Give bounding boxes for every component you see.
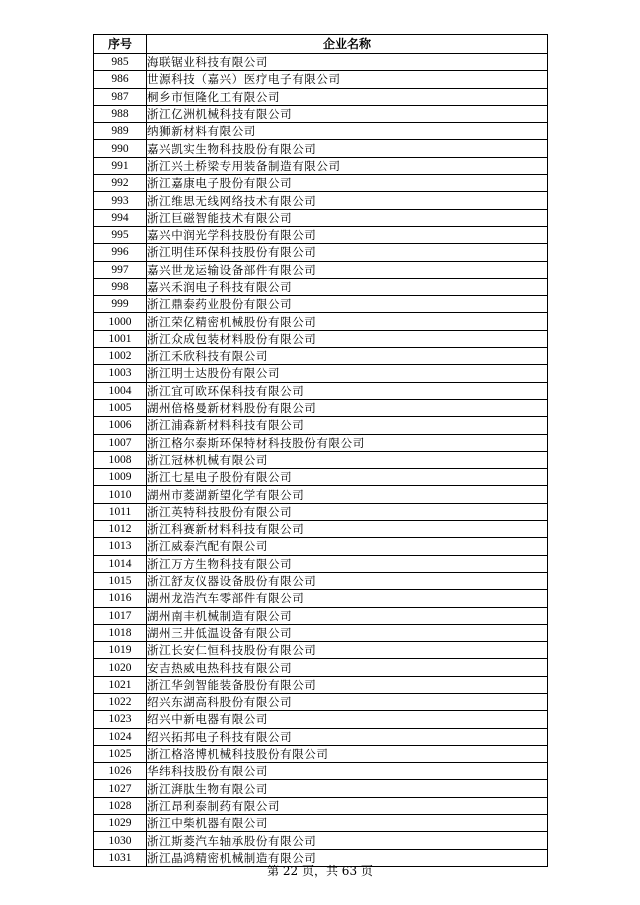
serial-number-cell: 986 — [94, 71, 147, 88]
table-row — [94, 348, 548, 365]
serial-number-cell: 1009 — [94, 469, 147, 486]
enterprise-name-cell: 华纬科技股份有限公司 — [147, 763, 548, 780]
serial-number-cell: 1008 — [94, 451, 147, 468]
serial-number-cell: 988 — [94, 105, 147, 122]
serial-number-cell: 987 — [94, 88, 147, 105]
enterprise-name-cell: 浙江格尔泰斯环保特材科技股份有限公司 — [147, 434, 548, 451]
enterprise-name-cell: 湖州南丰机械制造有限公司 — [147, 607, 548, 624]
enterprise-name-cell: 浙江亿洲机械科技有限公司 — [147, 105, 548, 122]
serial-number-cell: 1031 — [94, 849, 147, 866]
table-row — [94, 486, 548, 503]
table-row — [94, 382, 548, 399]
enterprise-name-cell: 浙江昂利泰制药有限公司 — [147, 797, 548, 814]
serial-number-cell: 1003 — [94, 365, 147, 382]
table-row — [94, 399, 548, 416]
table-row — [94, 659, 548, 676]
enterprise-name-cell: 浙江万方生物科技有限公司 — [147, 555, 548, 572]
table-row — [94, 711, 548, 728]
table-row — [94, 572, 548, 589]
serial-number-cell: 1020 — [94, 659, 147, 676]
serial-number-cell: 1026 — [94, 763, 147, 780]
enterprise-name-cell: 浙江舒友仪器设备股份有限公司 — [147, 572, 548, 589]
table-row — [94, 780, 548, 797]
serial-number-cell: 1014 — [94, 555, 147, 572]
enterprise-name-cell: 绍兴拓邦电子科技有限公司 — [147, 728, 548, 745]
table-row — [94, 226, 548, 243]
enterprise-name-cell: 浙江鼎泰药业股份有限公司 — [147, 296, 548, 313]
enterprise-name-cell: 嘉兴凯实生物科技股份有限公司 — [147, 140, 548, 157]
enterprise-name-cell: 浙江众成包装材料股份有限公司 — [147, 330, 548, 347]
serial-number-cell: 990 — [94, 140, 147, 157]
enterprise-name-cell: 浙江明佳环保科技股份有限公司 — [147, 244, 548, 261]
serial-number-cell: 1030 — [94, 832, 147, 849]
enterprise-name-cell: 绍兴中新电器有限公司 — [147, 711, 548, 728]
serial-number-cell: 1016 — [94, 590, 147, 607]
enterprise-name-cell: 湖州龙浩汽车零部件有限公司 — [147, 590, 548, 607]
enterprise-name-cell: 浙江威泰汽配有限公司 — [147, 538, 548, 555]
table-row — [94, 503, 548, 520]
table-header — [94, 35, 548, 54]
serial-number-cell: 994 — [94, 209, 147, 226]
table-row — [94, 157, 548, 174]
serial-number-cell: 989 — [94, 123, 147, 140]
serial-number-cell: 992 — [94, 175, 147, 192]
enterprise-name-cell: 浙江科赛新材料科技有限公司 — [147, 521, 548, 538]
enterprise-name-cell: 浙江宜可欧环保科技有限公司 — [147, 382, 548, 399]
enterprise-name-cell: 湖州市菱湖新望化学有限公司 — [147, 486, 548, 503]
table-row — [94, 313, 548, 330]
enterprise-name-cell: 浙江中柴机器有限公司 — [147, 815, 548, 832]
serial-number-cell: 1012 — [94, 521, 147, 538]
table-row — [94, 538, 548, 555]
serial-number-cell: 1017 — [94, 607, 147, 624]
page-footer: 第 22 页，共 63 页 — [267, 864, 373, 878]
table-row — [94, 642, 548, 659]
enterprise-name-cell: 浙江禾欣科技有限公司 — [147, 348, 548, 365]
enterprise-name-cell: 浙江明士达股份有限公司 — [147, 365, 548, 382]
enterprise-name-cell: 浙江荣亿精密机械股份有限公司 — [147, 313, 548, 330]
enterprise-name-cell: 嘉兴禾润电子科技有限公司 — [147, 278, 548, 295]
table-row — [94, 175, 548, 192]
serial-number-cell: 1023 — [94, 711, 147, 728]
enterprise-name-cell: 浙江冠林机械有限公司 — [147, 451, 548, 468]
serial-number-cell: 1018 — [94, 624, 147, 641]
serial-number-cell: 1013 — [94, 538, 147, 555]
serial-number-cell: 1015 — [94, 572, 147, 589]
table-row — [94, 469, 548, 486]
enterprise-name-cell: 浙江湃肽生物有限公司 — [147, 780, 548, 797]
enterprise-name-cell: 湖州倍格曼新材料股份有限公司 — [147, 399, 548, 416]
table-row — [94, 71, 548, 88]
serial-number-cell: 1021 — [94, 676, 147, 693]
enterprise-name-cell: 浙江晶鸿精密机械制造有限公司 — [147, 849, 548, 866]
enterprise-name-cell: 湖州三井低温设备有限公司 — [147, 624, 548, 641]
serial-number-cell: 997 — [94, 261, 147, 278]
table-row — [94, 192, 548, 209]
table-row — [94, 365, 548, 382]
table-row — [94, 607, 548, 624]
serial-number-cell: 998 — [94, 278, 147, 295]
table-row — [94, 815, 548, 832]
enterprise-name-cell: 纳狮新材料有限公司 — [147, 123, 548, 140]
serial-number-cell: 1007 — [94, 434, 147, 451]
enterprise-name-cell: 浙江浦森新材料科技有限公司 — [147, 417, 548, 434]
table-row — [94, 209, 548, 226]
table-row — [94, 451, 548, 468]
table-row — [94, 624, 548, 641]
serial-number-cell: 1000 — [94, 313, 147, 330]
serial-number-cell: 1027 — [94, 780, 147, 797]
serial-number-cell: 1024 — [94, 728, 147, 745]
table-row — [94, 278, 548, 295]
enterprise-name-cell: 浙江长安仁恒科技股份有限公司 — [147, 642, 548, 659]
enterprise-name-cell: 浙江七星电子股份有限公司 — [147, 469, 548, 486]
serial-number-cell: 1005 — [94, 399, 147, 416]
serial-number-cell: 1011 — [94, 503, 147, 520]
serial-number-cell: 995 — [94, 226, 147, 243]
serial-number-cell: 1025 — [94, 745, 147, 762]
table-row — [94, 296, 548, 313]
header-row — [94, 35, 548, 54]
header-enterprise-name: 企业名称 — [147, 35, 548, 54]
serial-number-cell: 993 — [94, 192, 147, 209]
serial-number-cell: 1001 — [94, 330, 147, 347]
table-row — [94, 105, 548, 122]
serial-number-cell: 1002 — [94, 348, 147, 365]
enterprise-name-cell: 桐乡市恒隆化工有限公司 — [147, 88, 548, 105]
serial-number-cell: 1010 — [94, 486, 147, 503]
enterprise-name-cell: 浙江兴土桥梁专用装备制造有限公司 — [147, 157, 548, 174]
table-row — [94, 797, 548, 814]
table-row — [94, 676, 548, 693]
serial-number-cell: 999 — [94, 296, 147, 313]
table-row — [94, 417, 548, 434]
enterprise-name-cell: 嘉兴世龙运输设备部件有限公司 — [147, 261, 548, 278]
serial-number-cell: 1006 — [94, 417, 147, 434]
table-row — [94, 521, 548, 538]
enterprise-name-cell: 世源科技（嘉兴）医疗电子有限公司 — [147, 71, 548, 88]
header-serial-number: 序号 — [94, 35, 147, 54]
table-row — [94, 330, 548, 347]
serial-number-cell: 1004 — [94, 382, 147, 399]
table-row — [94, 261, 548, 278]
table-row — [94, 244, 548, 261]
enterprise-name-cell: 浙江格洛博机械科技股份有限公司 — [147, 745, 548, 762]
enterprise-name-cell: 安吉热威电热科技有限公司 — [147, 659, 548, 676]
enterprise-name-cell: 浙江斯菱汽车轴承股份有限公司 — [147, 832, 548, 849]
table-row — [94, 763, 548, 780]
table-row — [94, 555, 548, 572]
table-row — [94, 434, 548, 451]
enterprise-name-cell: 浙江巨磁智能技术有限公司 — [147, 209, 548, 226]
enterprise-name-cell: 浙江维思无线网络技术有限公司 — [147, 192, 548, 209]
serial-number-cell: 996 — [94, 244, 147, 261]
serial-number-cell: 985 — [94, 54, 147, 71]
serial-number-cell: 1022 — [94, 693, 147, 710]
table-row — [94, 123, 548, 140]
enterprise-table — [93, 34, 548, 867]
serial-number-cell: 1029 — [94, 815, 147, 832]
enterprise-name-cell: 嘉兴中润光学科技股份有限公司 — [147, 226, 548, 243]
table-row — [94, 590, 548, 607]
serial-number-cell: 991 — [94, 157, 147, 174]
serial-number-cell: 1019 — [94, 642, 147, 659]
enterprise-name-cell: 浙江嘉康电子股份有限公司 — [147, 175, 548, 192]
serial-number-cell: 1028 — [94, 797, 147, 814]
table-row — [94, 832, 548, 849]
table-row — [94, 693, 548, 710]
enterprise-name-cell: 浙江英特科技股份有限公司 — [147, 503, 548, 520]
table-row — [94, 88, 548, 105]
table-row — [94, 728, 548, 745]
enterprise-name-cell: 海联锯业科技有限公司 — [147, 54, 548, 71]
table-row — [94, 140, 548, 157]
table-body — [94, 54, 548, 867]
enterprise-name-cell: 绍兴东湖高科股份有限公司 — [147, 693, 548, 710]
table-row — [94, 745, 548, 762]
table-row — [94, 54, 548, 71]
enterprise-name-cell: 浙江华剑智能装备股份有限公司 — [147, 676, 548, 693]
